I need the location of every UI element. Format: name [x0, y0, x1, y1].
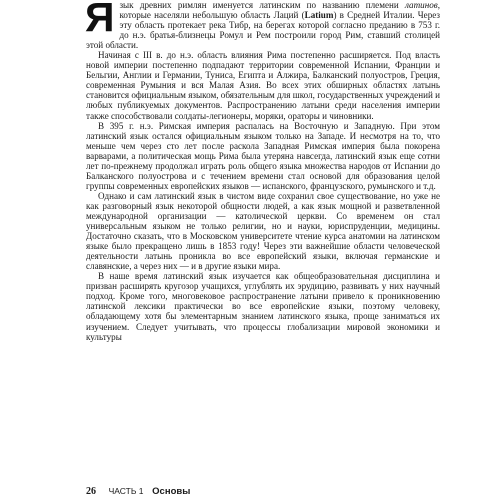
- text-segment: , которые населяли небольшую область Лаций (: [119, 0, 440, 21]
- page-footer: [86, 486, 440, 497]
- paragraph-3: [86, 121, 440, 191]
- book-page: [86, 0, 440, 500]
- text-segment: В 395 г. н.э. Римская империя распалась на Восточную и Западную. При этом латинский язык остался официальным языком только на Западе. И несмотря на то, что меньше чем через сто лет после раскола Западная Римская империя была покорена варварами, а политическая мощь Рима была утеряна навсегда, латинский язык еще сотни лет по-прежнему продолжал играть роль общего языка множества народов от Испании до Балканского полуострова и с течением времени стал основой для образования целой группы современных европейских языков — испанского, французского, румынского и т.д.: [86, 120, 440, 191]
- text-segment: латинов: [404, 0, 438, 10]
- text-segment: зык древних римлян именуется латинским по названию племени: [119, 0, 405, 10]
- part-label: ЧАСТЬ 1: [108, 486, 144, 496]
- page-number: 26: [86, 486, 96, 497]
- text-segment: ) в Средней Италии. Через эту область протекает река Тибр, на берегах которой согласно преданию в 753 г. до н.э. братья-близнецы Ромул и Рем построили город Рим, ставший столицей этой области.: [86, 10, 440, 51]
- paragraph-5: [86, 271, 440, 341]
- paragraph-2: [86, 50, 440, 120]
- text-segment: В наше время латинский язык изучается как общеобразовательная дисциплина и призван расширять кругозор учащихся, углублять их эрудицию, развивать у них научный подход. Кроме того, многовековое распространение латыни привело к проникновению латинской лексики практически во все европейские языки, поэтому человеку, обладающему хотя бы элементарным знанием латинского языка, проще заниматься их изучением. Следует учитывать, что процессы глобализации мировой экономики и культуры: [86, 271, 440, 342]
- text-segment: Latium: [304, 10, 334, 21]
- section-title: Основы: [152, 486, 191, 497]
- paragraph-1: [86, 0, 440, 50]
- text-segment: Начиная с III в. до н.э. область влияния Рима постепенно расширяется. Под власть новой империи постепенно подпадают территории современной Испании, Франции и Бельгии, Англии и Германии, Туниса, Египта и Алжира, Балканский полуостров, Греция, современная Румыния и вся Малая Азия. Во всех этих обширных областях латынь становится официальным языком, обязательным для школ, государственных учреждений и любых публикуемых документов. Распространению латыни среди населения империи также способствовали солдаты-легионеры, моряки, ораторы и чиновники.: [86, 50, 440, 121]
- body-text: [86, 0, 440, 342]
- text-segment: Однако и сам латинский язык в чистом виде сохранил свое существование, но уже не как разговорный язык некоторой общности людей, а как язык мощной и разветвленной международной организации — католической церкви. Со временем он стал универсальным языком не только религии, но и науки, юриспруденции, медицины. Достаточно сказать, что в Московском университете чтение курса анатомии на латинском языке было прекращено лишь в 1853 году! Через эти важнейшие области человеческой деятельности латынь проникла во все европейский языки, включая германские и славянские, а через них — и в другие языки мира.: [86, 190, 440, 272]
- paragraph-4: [86, 191, 440, 271]
- drop-cap-letter: Я: [85, 0, 115, 40]
